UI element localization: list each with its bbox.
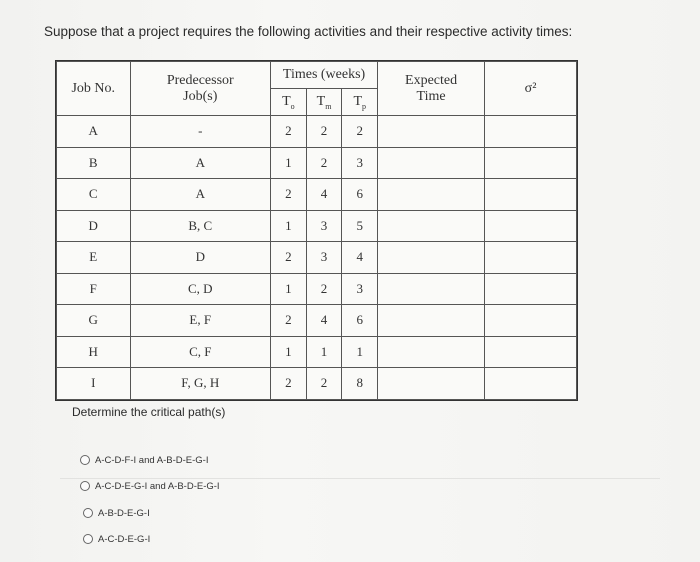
cell-variance <box>485 368 577 400</box>
table-row <box>57 147 577 179</box>
activity-table <box>55 60 578 401</box>
cell-job: H <box>57 336 131 368</box>
table-row <box>57 242 577 274</box>
cell-job: D <box>57 210 131 242</box>
cell-to: 1 <box>271 336 307 368</box>
header-expected-time <box>378 62 485 116</box>
cell-variance <box>485 242 577 274</box>
cell-tp: 3 <box>342 147 378 179</box>
cell-job: I <box>57 368 131 400</box>
cell-tm: 3 <box>306 210 342 242</box>
cell-tp: 5 <box>342 210 378 242</box>
cell-predecessor: A <box>130 179 271 211</box>
header-predecessor-line2: Job(s) <box>183 88 218 104</box>
radio-button[interactable] <box>80 455 90 465</box>
cell-predecessor: E, F <box>130 305 271 337</box>
header-tm-letter: T <box>316 93 326 109</box>
cell-tp: 6 <box>342 305 378 337</box>
radio-button[interactable] <box>80 481 90 491</box>
table-row <box>57 368 577 400</box>
option-4[interactable] <box>83 532 220 546</box>
header-to <box>271 89 307 116</box>
cell-to: 1 <box>271 147 307 179</box>
header-times: Times (weeks) <box>271 62 378 89</box>
header-to-letter: T <box>282 93 291 109</box>
critical-path-prompt: Determine the critical path(s) <box>72 405 226 419</box>
cell-tp: 6 <box>342 179 378 211</box>
cell-tm: 2 <box>306 273 342 305</box>
option-label: A-C-D-E-G-I and A-B-D-E-G-I <box>95 480 220 492</box>
cell-expected-time <box>378 116 485 148</box>
cell-tm: 1 <box>306 336 342 368</box>
cell-job: E <box>57 242 131 274</box>
cell-variance <box>485 210 577 242</box>
cell-tm: 4 <box>306 305 342 337</box>
option-3[interactable] <box>83 506 220 520</box>
cell-tm: 4 <box>306 179 342 211</box>
table-row <box>57 116 577 148</box>
cell-job: A <box>57 116 131 148</box>
cell-to: 2 <box>271 116 307 148</box>
cell-expected-time <box>378 368 485 400</box>
cell-expected-time <box>378 210 485 242</box>
radio-button[interactable] <box>83 508 93 518</box>
cell-expected-time <box>378 242 485 274</box>
cell-predecessor: - <box>130 116 271 148</box>
cell-tm: 3 <box>306 242 342 274</box>
cell-expected-time <box>378 147 485 179</box>
cell-to: 2 <box>271 368 307 400</box>
cell-predecessor: A <box>130 147 271 179</box>
table-row <box>57 305 577 337</box>
header-tp-sub: p <box>362 101 366 111</box>
cell-variance <box>485 336 577 368</box>
header-expected-line1: Expected <box>405 72 458 88</box>
cell-tp: 3 <box>342 273 378 305</box>
cell-tm: 2 <box>306 147 342 179</box>
cell-predecessor: C, D <box>130 273 271 305</box>
cell-job: C <box>57 179 131 211</box>
cell-tm: 2 <box>306 368 342 400</box>
cell-tp: 1 <box>342 336 378 368</box>
header-to-sub: o <box>290 101 295 111</box>
header-predecessor-line1: Predecessor <box>166 72 234 88</box>
cell-to: 2 <box>271 305 307 337</box>
table-row <box>57 273 577 305</box>
table-row <box>57 210 577 242</box>
table-row <box>57 336 577 368</box>
cell-tp: 2 <box>342 116 378 148</box>
cell-variance <box>485 273 577 305</box>
cell-predecessor: B, C <box>130 210 271 242</box>
header-predecessor <box>130 62 271 116</box>
cell-to: 2 <box>271 242 307 274</box>
table-row <box>57 179 577 211</box>
cell-variance <box>485 179 577 211</box>
header-tp-letter: T <box>353 93 362 109</box>
cell-predecessor: D <box>130 242 271 274</box>
answer-options <box>80 453 220 558</box>
cell-expected-time <box>378 179 485 211</box>
cell-tm: 2 <box>306 116 342 148</box>
header-tm <box>306 89 342 116</box>
activity-times-table <box>56 61 577 400</box>
cell-expected-time <box>378 305 485 337</box>
cell-variance <box>485 147 577 179</box>
header-job-no: Job No. <box>57 62 131 116</box>
cell-job: F <box>57 273 131 305</box>
option-label: A-C-D-F-I and A-B-D-E-G-I <box>95 454 209 466</box>
cell-expected-time <box>378 273 485 305</box>
cell-job: B <box>57 147 131 179</box>
cell-variance <box>485 116 577 148</box>
cell-predecessor: C, F <box>130 336 271 368</box>
option-2[interactable] <box>80 479 220 493</box>
option-1[interactable] <box>80 453 220 467</box>
radio-button[interactable] <box>83 534 93 544</box>
cell-tp: 4 <box>342 242 378 274</box>
cell-predecessor: F, G, H <box>130 368 271 400</box>
cell-tp: 8 <box>342 368 378 400</box>
cell-job: G <box>57 305 131 337</box>
cell-to: 1 <box>271 210 307 242</box>
header-tm-sub: m <box>325 101 332 111</box>
cell-variance <box>485 305 577 337</box>
header-expected-line2: Time <box>416 88 446 104</box>
header-tp <box>342 89 378 116</box>
cell-to: 1 <box>271 273 307 305</box>
header-variance: σ² <box>485 62 577 116</box>
option-label: A-B-D-E-G-I <box>98 507 150 519</box>
option-label: A-C-D-E-G-I <box>98 533 151 545</box>
cell-to: 2 <box>271 179 307 211</box>
question-text: Suppose that a project requires the following activities and their respective activity times: <box>44 24 573 39</box>
cell-expected-time <box>378 336 485 368</box>
